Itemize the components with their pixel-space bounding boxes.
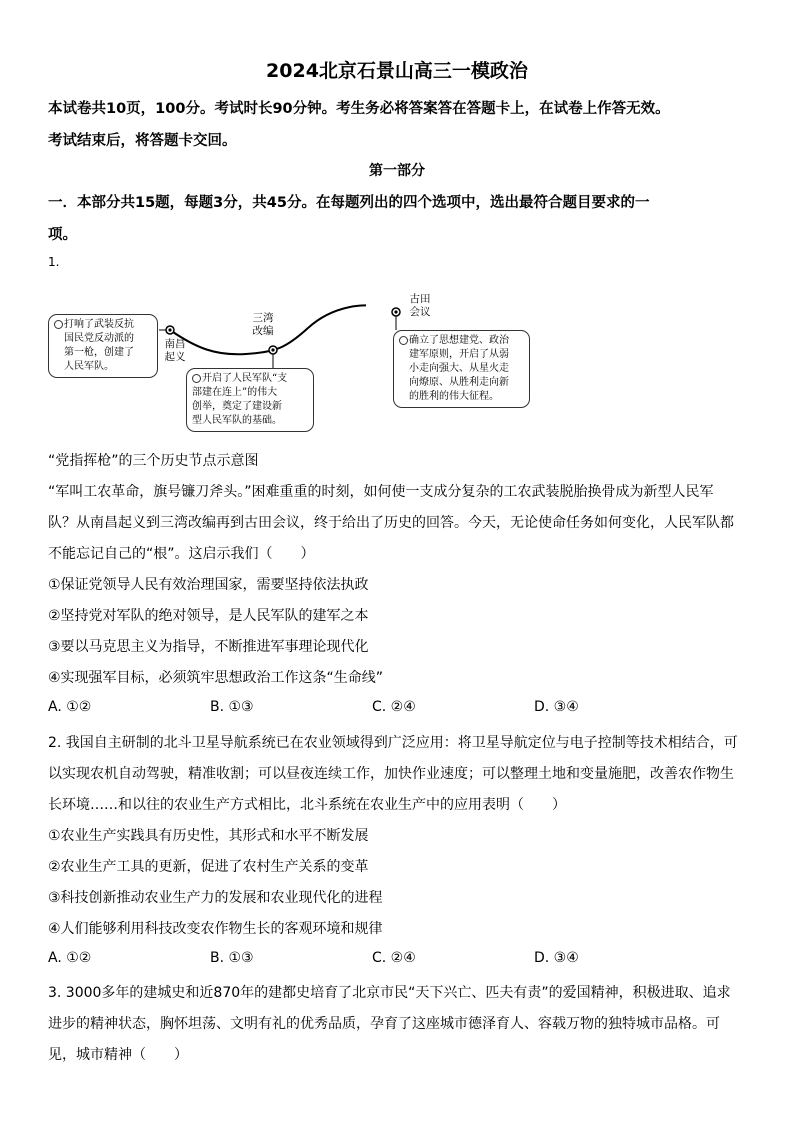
box-line: 打响了武装反抗: [64, 319, 134, 330]
q2-option-a[interactable]: A. ①②: [48, 950, 92, 966]
box-line: 创举，奠定了建设新: [192, 401, 282, 412]
q3-stem-line-1: 3. 3000多年的建城史和近870年的建都史培育了北京市民“天下兴亡、匹夫有责”的爱国精神，积极进取、追求: [48, 985, 731, 1001]
node-label-nanchang: [160, 338, 190, 364]
box-line: 部建在连上”的伟大: [192, 387, 278, 398]
box-line: 的胜利的伟大征程。: [409, 391, 499, 402]
box-line: 型人民军队的基础。: [192, 415, 282, 426]
node-label-line: 古田: [409, 293, 431, 305]
diagram-caption: “党指挥枪”的三个历史节点示意图: [48, 453, 259, 469]
q2-item-4: ④人们能够利用科技改变农作物生长的客观环境和规律: [48, 921, 383, 937]
q1-stem-line-3: 不能忘记自己的“根”。这启示我们（ ）: [48, 546, 315, 562]
box-line: 开启了人民军队“支: [202, 373, 288, 384]
q3-stem-line-2: 进步的精神状态，胸怀坦荡、文明有礼的优秀品质，孕育了这座城市德泽育人、容载万物的独特城市品格。可: [48, 1016, 720, 1032]
q1-item-2: ②坚持党对军队的绝对领导，是人民军队的建军之本: [48, 608, 369, 624]
history-nodes-diagram: [46, 288, 366, 438]
node-label-line: 南昌: [164, 338, 186, 350]
sanwan-description-box: [186, 368, 314, 432]
q1-item-1: ①保证党领导人民有效治理国家，需要坚持依法执政: [48, 577, 369, 593]
q1-item-4: ④实现强军目标，必须筑牢思想政治工作这条“生命线”: [48, 670, 384, 686]
instruction-line-1: 一．本部分共15题，每题3分，共45分。在每题列出的四个选项中，选出最符合题目要求的一: [48, 195, 650, 211]
notice-line-2: 考试结束后，将答题卡交回。: [48, 133, 237, 149]
q2-item-2: ②农业生产工具的更新，促进了农村生产关系的变革: [48, 859, 369, 875]
box-line: 小走向强大、从星火走: [409, 363, 509, 374]
q1-option-a[interactable]: A. ①②: [48, 699, 92, 715]
bullet-icon: [399, 336, 408, 345]
instruction-line-2: 项。: [48, 227, 77, 243]
q2-stem-line-1: 2. 我国自主研制的北斗卫星导航系统已在农业领域得到广泛应用：将卫星导航定位与电子控制等技术相结合，可: [48, 735, 738, 751]
q3-stem-line-3: 见，城市精神（ ）: [48, 1047, 188, 1063]
q2-option-c[interactable]: C. ②④: [372, 950, 416, 966]
q2-option-d[interactable]: D. ③④: [534, 950, 579, 966]
node-label-gutian: [403, 293, 437, 319]
node-label-line: 起义: [164, 351, 186, 363]
q2-item-1: ①农业生产实践具有历史性，其形式和水平不断发展: [48, 828, 369, 844]
question-number: 1.: [48, 255, 60, 269]
node-label-line: 三湾: [252, 312, 274, 324]
q2-stem-line-3: 长环境……和以往的农业生产方式相比，北斗系统在农业生产中的应用表明（ ）: [48, 797, 566, 813]
notice-line-1: 本试卷共10页，100分。考试时长90分钟。考生务必将答案答在答题卡上，在试卷上作答无效。: [48, 101, 670, 117]
q1-option-b[interactable]: B. ①③: [210, 699, 254, 715]
page-title: 2024北京石景山高三一模政治: [266, 60, 528, 82]
q1-option-d[interactable]: D. ③④: [534, 699, 579, 715]
box-line: 确立了思想建党、政治: [409, 335, 509, 346]
q2-item-3: ③科技创新推动农业生产力的发展和农业现代化的进程: [48, 890, 383, 906]
box-line: 人民军队。: [64, 361, 114, 372]
box-line: 向燎原、从胜利走向新: [409, 377, 509, 388]
box-line: 建军原则，开启了从弱: [409, 349, 509, 360]
node-label-line: 改编: [252, 325, 274, 337]
q2-option-b[interactable]: B. ①③: [210, 950, 254, 966]
nanchang-description-box: [48, 314, 158, 378]
box-line: 国民党反动派的: [64, 333, 134, 344]
q2-stem-line-2: 以实现农机自动驾驶，精准收割；可以昼夜连续工作，加快作业速度；可以整理土地和变量施肥，改善农作物生: [48, 766, 734, 782]
bullet-icon: [54, 320, 63, 329]
node-label-line: 会议: [409, 306, 431, 318]
q1-stem-line-2: 队？从南昌起义到三湾改编再到古田会议，终于给出了历史的回答。今天，无论使命任务如何变化，人民军队都: [48, 515, 734, 531]
node-label-sanwan: [248, 312, 278, 338]
part-label: 第一部分: [369, 163, 425, 179]
q1-item-3: ③要以马克思主义为指导，不断推进军事理论现代化: [48, 639, 369, 655]
gutian-description-box: [393, 330, 530, 408]
q1-stem-line-1: “军叫工农革命，旗号镰刀斧头。”困难重重的时刻，如何使一支成分复杂的工农武装脱胎换骨成为新型人民军: [48, 484, 714, 500]
bullet-icon: [192, 374, 201, 383]
q1-option-c[interactable]: C. ②④: [372, 699, 416, 715]
box-line: 第一枪，创建了: [64, 347, 134, 358]
